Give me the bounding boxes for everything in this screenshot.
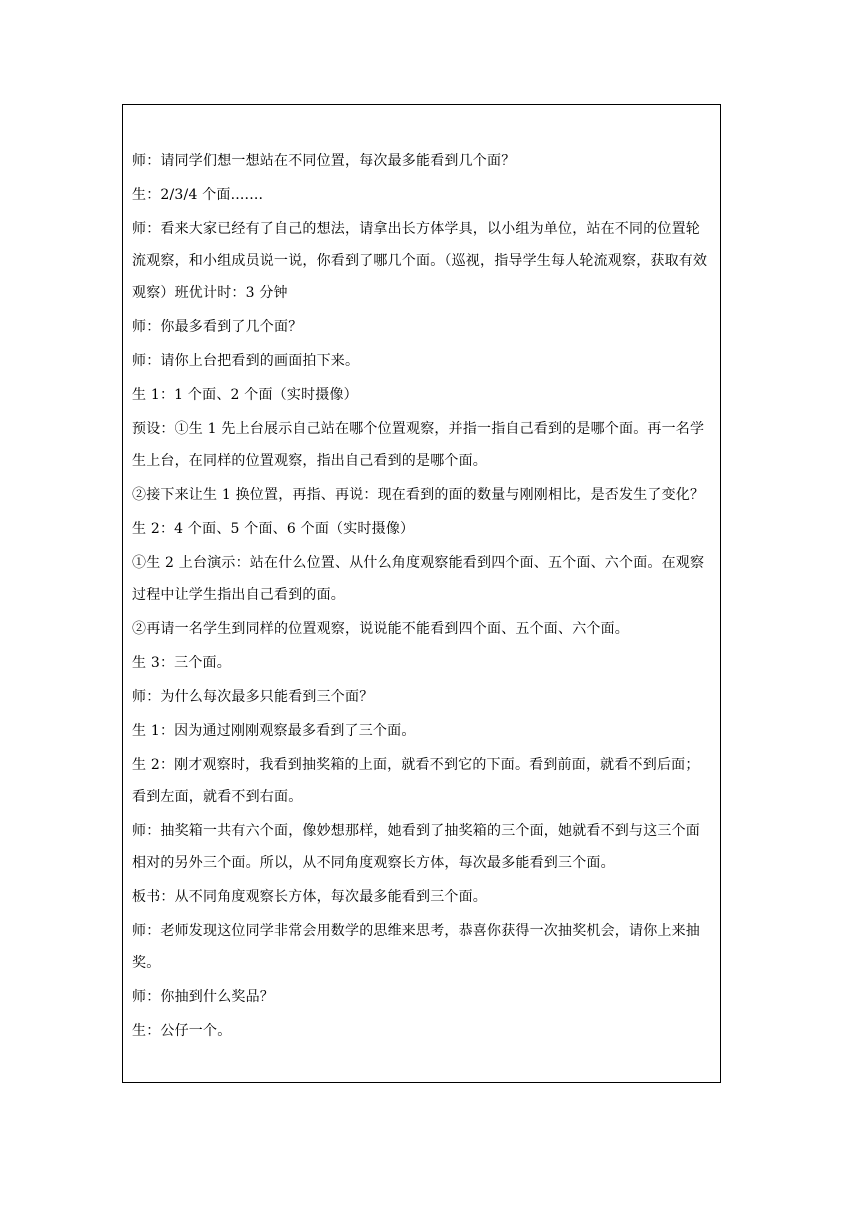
paragraph: 师：你抽到什么奖品？	[132, 989, 274, 1005]
paragraph: 预设：①生 1 先上台展示自己站在哪个位置观察，并指一指自己看到的是哪个面。再一名学生上台，在同样的位置观察，指出自己看到的是哪个面。	[132, 421, 705, 469]
paragraph: 师：看来大家已经有了自己的想法，请拿出长方体学具，以小组为单位，站在不同的位置轮流观察，和小组成员说一说，你看到了哪几个面。（巡视，指导学生每人轮流观察，获取有效观察）班优计时：3 分钟	[132, 221, 708, 301]
paragraph: 生 2：刚才观察时，我看到抽奖箱的上面，就看不到它的下面。看到前面，就看不到后面；看到左面，就看不到右面。	[132, 757, 700, 805]
paragraph: ②再请一名学生到同样的位置观察，说说能不能看到四个面、五个面、六个面。	[132, 621, 629, 637]
paragraph: 师：请你上台把看到的画面拍下来。	[132, 353, 360, 369]
paragraph: ①生 2 上台演示：站在什么位置、从什么角度观察能看到四个面、五个面、六个面。在观察过程中让学生指出自己看到的面。	[132, 555, 705, 603]
paragraph: 生：2/3/4 个面.......	[132, 187, 264, 203]
lesson-table-cell	[122, 104, 721, 1083]
paragraph: 生 1：1 个面、2 个面（实时摄像）	[132, 387, 358, 403]
paragraph: 生 2：4 个面、5 个面、6 个面（实时摄像）	[132, 521, 415, 537]
paragraph: 师：为什么每次最多只能看到三个面？	[132, 689, 374, 705]
paragraph: ②接下来让生 1 换位置，再指、再说：现在看到的面的数量与刚刚相比，是否发生了变化？	[132, 487, 705, 503]
paragraph: 师：老师发现这位同学非常会用数学的思维来思考，恭喜你获得一次抽奖机会，请你上来抽奖。	[132, 923, 700, 971]
paragraph: 板书：从不同角度观察长方体，每次最多能看到三个面。	[132, 889, 487, 905]
lesson-content	[132, 145, 712, 1049]
paragraph: 生 1：因为通过刚刚观察最多看到了三个面。	[132, 723, 416, 739]
paragraph: 生：公仔一个。	[132, 1023, 232, 1039]
paragraph: 师：请同学们想一想站在不同位置，每次最多能看到几个面？	[132, 153, 516, 169]
paragraph: 师：抽奖箱一共有六个面，像妙想那样，她看到了抽奖箱的三个面，她就看不到与这三个面相对的另外三个面。所以，从不同角度观察长方体，每次最多能看到三个面。	[132, 823, 700, 871]
paragraph: 师：你最多看到了几个面？	[132, 319, 303, 335]
paragraph: 生 3：三个面。	[132, 655, 231, 671]
